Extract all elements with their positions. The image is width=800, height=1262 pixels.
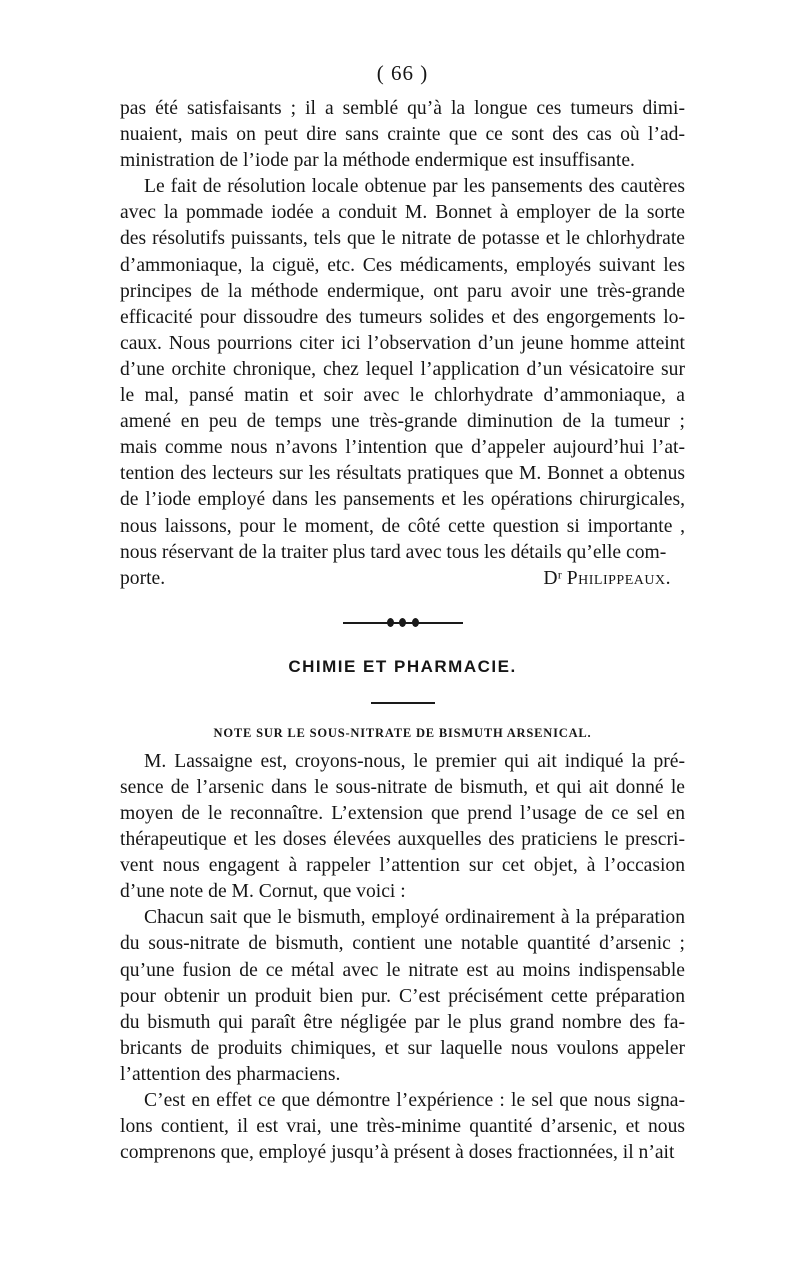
signature-name: Philippeaux. <box>566 567 671 589</box>
text-line: Le fait de résolution locale obtenue par les pansements des cautères <box>144 176 685 198</box>
text-line: avec la pommade iodée a conduit M. Bonnet à employer de la sorte <box>120 202 685 224</box>
text-line: du bismuth qui paraît être négligée par le plus grand nombre des fa- <box>120 1011 685 1033</box>
text-line: de l’iode employé dans les pansements et les opérations chirurgicales, <box>120 489 685 511</box>
text-line: qu’une fusion de ce métal avec le nitrate est au moins indispensable <box>120 959 685 981</box>
text-line: du sous-nitrate de bismuth, contient une notable quantité d’arsenic ; <box>120 933 685 955</box>
text-line: l’attention des pharmaciens. <box>120 1063 341 1085</box>
paragraph-bismuth <box>120 905 685 1088</box>
text-line: nous réservant de la traiter plus tard avec tous les détails qu’elle com- <box>120 541 667 563</box>
document-page <box>120 60 685 1166</box>
author-signature <box>543 566 685 592</box>
text-line: ministration de l’iode par la méthode endermique est insuffisante. <box>120 150 635 172</box>
closing-word: porte. <box>120 567 166 589</box>
text-line: vent nous engagent à rappeler l’attention sur cet objet, à l’occasion <box>120 855 685 877</box>
text-line: C’est en effet ce que démontre l’expérience : le sel que nous signa- <box>144 1090 685 1111</box>
text-line: bricants de produits chimiques, et sur laquelle nous voulons appeler <box>120 1037 685 1059</box>
paragraph-experience <box>120 1088 685 1166</box>
signature-line <box>120 566 685 592</box>
text-line: sence de l’arsenic dans le sous-nitrate de bismuth, et qui ait donné le <box>120 776 685 798</box>
text-line: d’ammoniaque, la ciguë, etc. Ces médicaments, employés suivant les <box>120 254 685 276</box>
text-line: nous laissons, pour le moment, de côté cette question si importante , <box>120 515 685 537</box>
paragraph-continuation <box>120 96 685 174</box>
text-line: d’une orchite chronique, chez lequel l’application d’un vésicatoire sur <box>120 358 685 380</box>
title-rule <box>371 702 435 704</box>
text-line: amené en peu de temps une très-grande diminution de la tumeur ; <box>120 411 685 433</box>
text-line: des résolutifs puissants, tels que le nitrate de potasse et le chlorhydrate <box>120 228 685 250</box>
text-line: M. Lassaigne est, croyons-nous, le premier qui ait indiqué la pré- <box>144 750 685 772</box>
page-number: ( 66 ) <box>376 61 429 85</box>
article-subtitle: NOTE SUR LE SOUS-NITRATE DE BISMUTH ARSENICAL. <box>213 725 592 740</box>
text-line: le mal, pansé matin et soir avec le chlorhydrate d’ammoniaque, a <box>120 385 685 407</box>
paragraph-lassaigne <box>120 749 685 906</box>
text-line: Chacun sait que le bismuth, employé ordinairement à la préparation <box>144 907 685 929</box>
text-line: principes de la méthode endermique, ont paru avoir une très-grande <box>120 280 685 302</box>
text-line: pour obtenir un produit bien pur. C’est précisément cette préparation <box>120 985 685 1007</box>
text-line: comprenons que, employé jusqu’à présent à doses fractionnées, il n’ait <box>120 1142 675 1164</box>
text-line: efficacité pour dissoudre des tumeurs solides et des engorgements lo- <box>120 306 685 328</box>
section-title: CHIMIE ET PHARMACIE. <box>288 656 517 676</box>
section-divider-ornament <box>343 616 463 630</box>
text-line: d’une note de M. Cornut, que voici : <box>120 881 406 903</box>
text-line: moyen de le reconnaître. L’extension que prend l’usage de ce sel en <box>120 802 685 824</box>
paragraph-resolution <box>120 174 685 565</box>
text-line: thérapeutique et les doses élevées auxquelles des praticiens le prescri- <box>120 829 685 851</box>
text-line: pas été satisfaisants ; il a semblé qu’à la longue ces tumeurs dimi- <box>120 98 685 119</box>
text-line: caux. Nous pourrions citer ici l’observation d’un jeune homme atteint <box>120 332 685 354</box>
text-line: lons contient, il est vrai, une très-minime quantité d’arsenic, et nous <box>120 1116 685 1138</box>
text-line: mais comme nous n’avons l’intention que d’appeler aujourd’hui l’at- <box>120 437 685 459</box>
text-line: tention des lecteurs sur les résultats pratiques que M. Bonnet a obtenus <box>120 463 685 485</box>
signature-prefix: Dʳ <box>543 567 562 589</box>
text-line: nuaient, mais on peut dire sans crainte que ce sont des cas où l’ad- <box>120 124 685 146</box>
